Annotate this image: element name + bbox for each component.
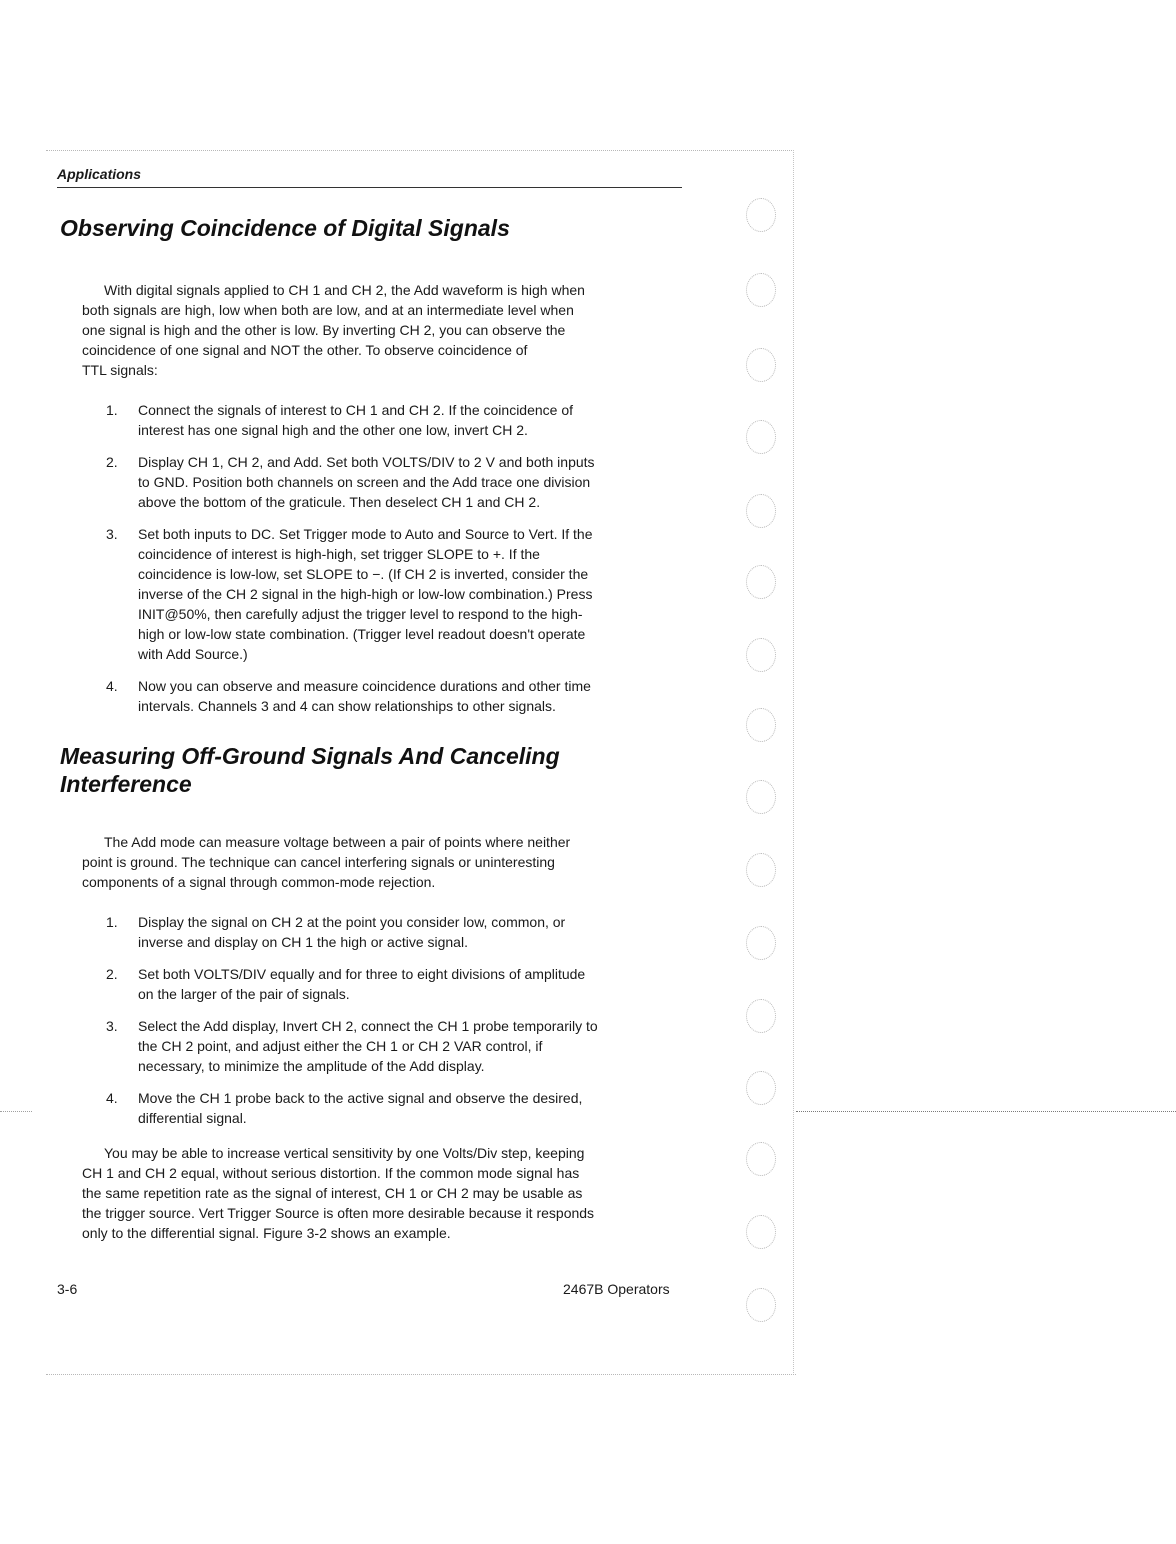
step-number: 1. xyxy=(106,402,118,418)
section2-steps xyxy=(100,912,685,1140)
binder-hole-icon xyxy=(746,565,776,599)
binder-hole-icon xyxy=(746,198,776,232)
section1-intro xyxy=(82,280,682,380)
list-item xyxy=(100,1016,685,1076)
binder-hole-icon xyxy=(746,1288,776,1322)
list-item xyxy=(100,964,685,1004)
binder-hole-icon xyxy=(746,420,776,454)
text-line: high or low-low state combination. (Trigger level readout doesn't operate xyxy=(138,626,586,642)
binder-hole-icon xyxy=(746,780,776,814)
list-item xyxy=(100,400,685,440)
text-line: point is ground. The technique can cancel interfering signals or uninteresting xyxy=(82,854,555,870)
list-item xyxy=(100,912,685,952)
text-line: Select the Add display, Invert CH 2, connect the CH 1 probe temporarily to xyxy=(138,1018,598,1034)
binder-hole-icon xyxy=(746,926,776,960)
text-line: Move the CH 1 probe back to the active signal and observe the desired, xyxy=(138,1090,583,1106)
text-line: the CH 2 point, and adjust either the CH 1 or CH 2 VAR control, if xyxy=(138,1038,543,1054)
text-line: coincidence of one signal and NOT the other. To observe coincidence of xyxy=(82,342,528,358)
cut-line-left xyxy=(0,1111,32,1112)
text-line: only to the differential signal. Figure 3-2 shows an example. xyxy=(82,1225,451,1241)
step-number: 4. xyxy=(106,678,118,694)
text-line: above the bottom of the graticule. Then deselect CH 1 and CH 2. xyxy=(138,494,541,510)
step-number: 1. xyxy=(106,914,118,930)
text-line: intervals. Channels 3 and 4 can show relationships to other signals. xyxy=(138,698,556,714)
text-line: inverse and display on CH 1 the high or active signal. xyxy=(138,934,468,950)
text-line: The Add mode can measure voltage between a pair of points where neither xyxy=(104,834,571,850)
binder-hole-icon xyxy=(746,853,776,887)
list-item xyxy=(100,524,685,664)
text-line: interest has one signal high and the other one low, invert CH 2. xyxy=(138,422,528,438)
binder-hole-icon xyxy=(746,708,776,742)
manual-title: 2467B Operators xyxy=(563,1281,670,1297)
cut-line-right xyxy=(796,1111,1176,1112)
text-line: the same repetition rate as the signal of interest, CH 1 or CH 2 may be usable as xyxy=(82,1185,583,1201)
section2-closing xyxy=(82,1143,682,1243)
text-line: coincidence of interest is high-high, set trigger SLOPE to +. If the xyxy=(138,546,540,562)
binder-hole-icon xyxy=(746,638,776,672)
binder-hole-icon xyxy=(746,494,776,528)
page-bottom-border xyxy=(46,1374,796,1375)
text-line: both signals are high, low when both are low, and at an intermediate level when xyxy=(82,302,574,318)
list-item xyxy=(100,1088,685,1128)
text-line: differential signal. xyxy=(138,1110,247,1126)
text-line: Set both inputs to DC. Set Trigger mode to Auto and Source to Vert. If the xyxy=(138,526,593,542)
text-line: inverse of the CH 2 signal in the high-high or low-low combination.) Press xyxy=(138,586,593,602)
list-item xyxy=(100,452,685,512)
step-number: 3. xyxy=(106,526,118,542)
text-line: Set both VOLTS/DIV equally and for three to eight divisions of amplitude xyxy=(138,966,586,982)
running-header: Applications xyxy=(57,166,142,182)
header-rule xyxy=(57,187,682,188)
page-top-border xyxy=(46,150,792,151)
binder-hole-icon xyxy=(746,1071,776,1105)
text-line: With digital signals applied to CH 1 and CH 2, the Add waveform is high when xyxy=(104,282,585,298)
text-line: one signal is high and the other is low. By inverting CH 2, you can observe the xyxy=(82,322,566,338)
text-line: on the larger of the pair of signals. xyxy=(138,986,350,1002)
step-number: 3. xyxy=(106,1018,118,1034)
step-number: 2. xyxy=(106,454,118,470)
list-item xyxy=(100,676,685,716)
text-line: INIT@50%, then carefully adjust the trigger level to respond to the high- xyxy=(138,606,583,622)
page-right-border xyxy=(793,150,794,1375)
page-number: 3-6 xyxy=(57,1281,78,1297)
text-line: TTL signals: xyxy=(82,362,158,378)
text-line: the trigger source. Vert Trigger Source is often more desirable because it responds xyxy=(82,1205,595,1221)
section2-intro xyxy=(82,832,682,892)
text-line: with Add Source.) xyxy=(138,646,248,662)
binder-hole-icon xyxy=(746,1215,776,1249)
text-line: Display CH 1, CH 2, and Add. Set both VOLTS/DIV to 2 V and both inputs xyxy=(138,454,595,470)
text-line: Display the signal on CH 2 at the point you consider low, common, or xyxy=(138,914,566,930)
step-number: 2. xyxy=(106,966,118,982)
section1-steps xyxy=(100,400,685,728)
binder-hole-icon xyxy=(746,999,776,1033)
text-line: CH 1 and CH 2 equal, without serious distortion. If the common mode signal has xyxy=(82,1165,580,1181)
text-line: Now you can observe and measure coincidence durations and other time xyxy=(138,678,591,694)
section-heading-coincidence: Observing Coincidence of Digital Signals xyxy=(60,215,510,241)
section-heading-off-ground xyxy=(60,742,560,798)
step-number: 4. xyxy=(106,1090,118,1106)
text-line: Connect the signals of interest to CH 1 and CH 2. If the coincidence of xyxy=(138,402,574,418)
binder-hole-icon xyxy=(746,348,776,382)
text-line: You may be able to increase vertical sensitivity by one Volts/Div step, keeping xyxy=(104,1145,585,1161)
heading-line: Measuring Off-Ground Signals And Canceling xyxy=(60,743,560,769)
text-line: components of a signal through common-mode rejection. xyxy=(82,874,436,890)
text-line: coincidence is low-low, set SLOPE to −. (If CH 2 is inverted, consider the xyxy=(138,566,589,582)
binder-hole-icon xyxy=(746,1142,776,1176)
heading-line: Interference xyxy=(60,771,192,797)
text-line: to GND. Position both channels on screen and the Add trace one division xyxy=(138,474,591,490)
text-line: necessary, to minimize the amplitude of the Add display. xyxy=(138,1058,485,1074)
binder-hole-icon xyxy=(746,273,776,307)
